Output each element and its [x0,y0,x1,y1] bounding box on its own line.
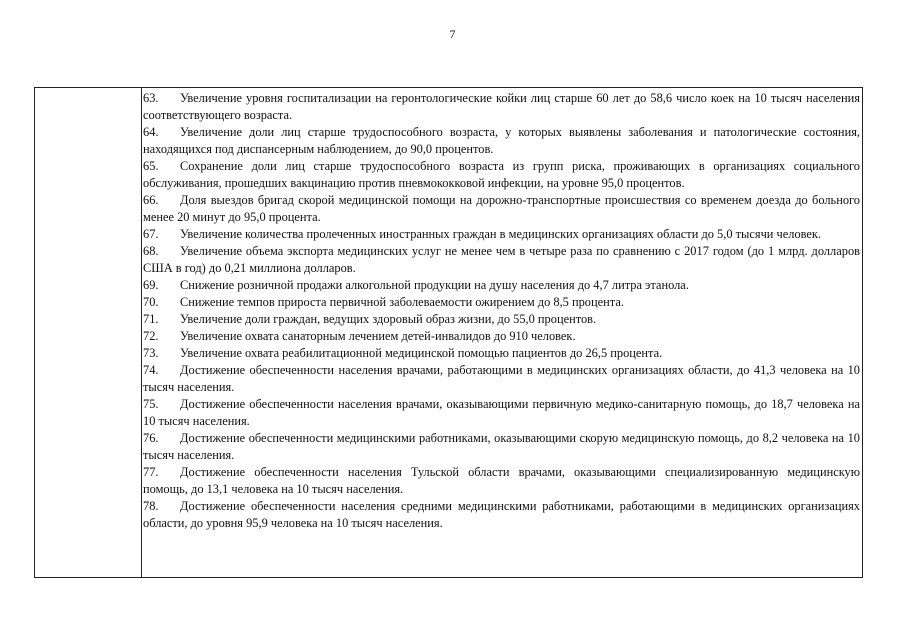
item-text: Достижение обеспеченности населения средними медицинскими работниками, работающими в медицинских организациях области, до уровня 95,9 человека на 10 тысяч населения. [143,499,860,530]
list-item [143,328,860,345]
item-number: 67. [143,227,159,241]
list-item [143,498,860,532]
item-number: 76. [143,431,159,445]
table-right-column [143,90,860,532]
list-item [143,226,860,243]
list-item [143,243,860,277]
list-item [143,362,860,396]
item-text: Увеличение охвата санаторным лечением детей-инвалидов до 910 человек. [180,329,576,343]
item-text: Увеличение количества пролеченных иностранных граждан в медицинских организациях области до 5,0 тысячи человек. [180,227,822,241]
item-text: Увеличение доли граждан, ведущих здоровый образ жизни, до 55,0 процентов. [180,312,597,326]
item-number: 65. [143,159,159,173]
table-left-column [35,88,142,577]
list-item [143,396,860,430]
item-number: 63. [143,91,159,105]
item-number: 69. [143,278,159,292]
list-item [143,158,860,192]
list-item [143,192,860,226]
item-number: 70. [143,295,159,309]
list-item [143,90,860,124]
item-text: Достижение обеспеченности населения Тульской области врачами, оказывающими специализированную медицинскую помощь, до 13,1 человека на 10 тысяч населения. [143,465,860,496]
list-item [143,124,860,158]
item-number: 66. [143,193,159,207]
list-item [143,464,860,498]
item-text: Доля выездов бригад скорой медицинской помощи на дорожно-транспортные происшествия со временем доезда до больного менее 20 минут до 95,0 процента. [143,193,860,224]
item-number: 64. [143,125,159,139]
item-text: Увеличение охвата реабилитационной медицинской помощью пациентов до 26,5 процента. [180,346,663,360]
item-number: 71. [143,312,159,326]
item-text: Достижение обеспеченности медицинскими работниками, оказывающими скорую медицинскую помощь, до 8,2 человека на 10 тысяч населения. [143,431,860,462]
item-number: 74. [143,363,159,377]
indicator-table [34,87,863,578]
item-text: Увеличение доли лиц старше трудоспособного возраста, у которых выявлены заболевания и патологические состояния, находящихся под диспансерным наблюдением, до 90,0 процентов. [143,125,860,156]
item-number: 72. [143,329,159,343]
item-number: 73. [143,346,159,360]
list-item [143,277,860,294]
list-item [143,294,860,311]
item-text: Достижение обеспеченности населения врачами, работающими в медицинских организациях области, до 41,3 человека на 10 тысяч населения. [143,363,860,394]
item-number: 75. [143,397,159,411]
list-item [143,311,860,328]
item-text: Увеличение объема экспорта медицинских услуг не менее чем в четыре раза по сравнению с 2017 годом (до 1 млрд. долларов США в год) до 0,21 миллиона долларов. [143,244,860,275]
item-text: Достижение обеспеченности населения врачами, оказывающими первичную медико-санитарную помощь, до 18,7 человека на 10 тысяч населения. [143,397,860,428]
item-number: 68. [143,244,159,258]
page-number: 7 [449,27,456,41]
item-text: Увеличение уровня госпитализации на геронтологические койки лиц старше 60 лет до 58,6 число коек на 10 тысяч населения соответствующего возраста. [143,91,860,122]
item-text: Сохранение доли лиц старше трудоспособного возраста из групп риска, проживающих в организациях социального обслуживания, прошедших вакцинацию против пневмококковой инфекции, на уровне 95,0 процентов. [143,159,860,190]
item-number: 77. [143,465,159,479]
item-text: Снижение розничной продажи алкогольной продукции на душу населения до 4,7 литра этанола. [180,278,689,292]
list-item [143,430,860,464]
item-text: Снижение темпов прироста первичной заболеваемости ожирением до 8,5 процента. [180,295,624,309]
item-number: 78. [143,499,159,513]
list-item [143,345,860,362]
